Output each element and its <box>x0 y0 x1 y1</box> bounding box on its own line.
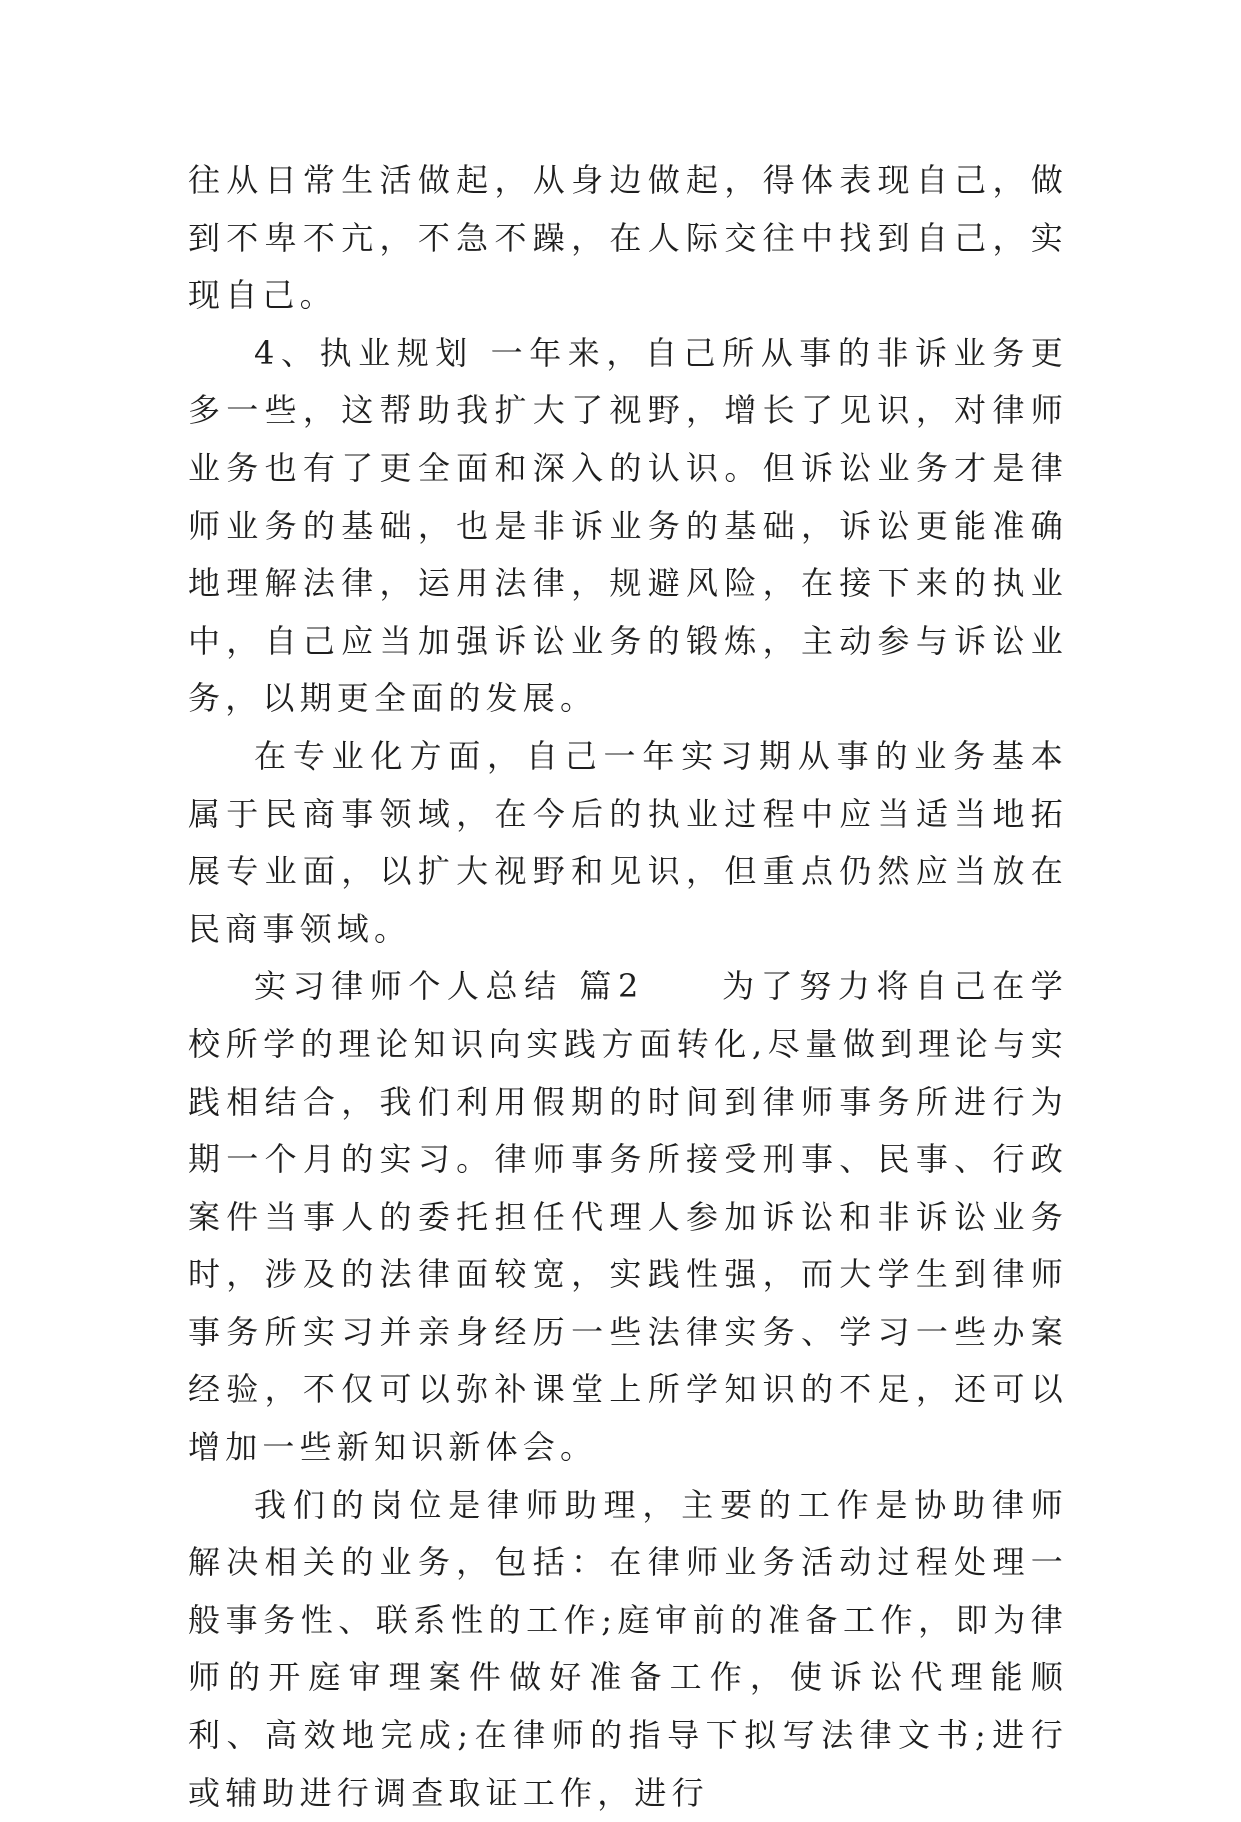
paragraph-summary-part-2: 实习律师个人总结 篇2 为了努力将自己在学校所学的理论知识向实践方面转化,尽量做到理论与实践相结合，我们利用假期的时间到律师事务所进行为期一个月的实习。律师事务所接受刑事、民事、行政案件当事人的委托担任代理人参加诉讼和非诉讼业务时，涉及的法律面较宽，实践性强，而大学生到律师事务所实习并亲身经历一些法律实务、学习一些办案经验，不仅可以弥补课堂上所学知识的不足，还可以增加一些新知识新体会。 <box>188 967 1068 1467</box>
document-body <box>188 152 1068 1822</box>
paragraph-specialization: 在专业化方面，自己一年实习期从事的业务基本属于民商事领域，在今后的执业过程中应当适当地拓展专业面，以扩大视野和见识，但重点仍然应当放在民商事领域。 <box>188 736 1068 948</box>
paragraph-continuation: 往从日常生活做起，从身边做起，得体表现自己，做到不卑不亢，不急不躁，在人际交往中找到自己，实现自己。 <box>188 161 1068 315</box>
paragraph-assistant-role: 我们的岗位是律师助理，主要的工作是协助律师解决相关的业务，包括：在律师业务活动过程处理一般事务性、联系性的工作;庭审前的准备工作，即为律师的开庭审理案件做好准备工作，使诉讼代理能顺利、高效地完成;在律师的指导下拟写法律文书;进行或辅助进行调查取证工作，进行 <box>188 1485 1068 1812</box>
paragraph-practice-plan: 4、执业规划 一年来，自己所从事的非诉业务更多一些，这帮助我扩大了视野，增长了见识，对律师业务也有了更全面和深入的认识。但诉讼业务才是律师业务的基础，也是非诉业务的基础，诉讼更能准确地理解法律，运用法律，规避风险，在接下来的执业中，自己应当加强诉讼业务的锻炼，主动参与诉讼业务，以期更全面的发展。 <box>188 333 1068 718</box>
